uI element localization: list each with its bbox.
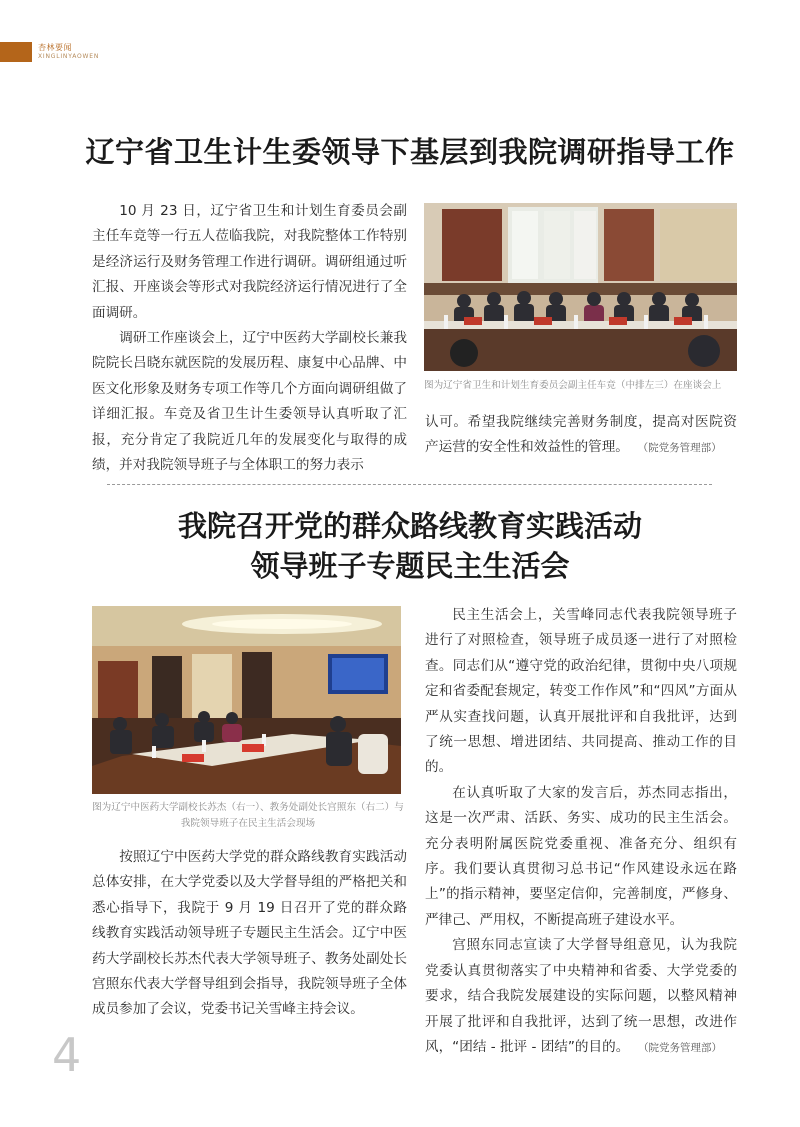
article-divider [107, 484, 712, 485]
section-tab [0, 42, 32, 62]
article1-right-column [425, 410, 737, 462]
article2-photo [92, 606, 401, 794]
article2-department: （院党务管理部） [643, 1041, 723, 1054]
page-number: 4 [52, 1028, 82, 1082]
article1-department: （院党务管理部） [642, 442, 722, 455]
article2-right-column [425, 603, 737, 1061]
article2-title-line2: 领导班子专题民主生活会 [250, 549, 570, 583]
article2-left-column [92, 845, 407, 1023]
article2-photo-caption: 图为辽宁中医药大学副校长苏杰（右一）、教务处副处长宫照东（右二）与我院领导班子在民主生活会现场 [92, 802, 404, 829]
conference-room-photo-image [92, 606, 401, 794]
article1-left-column [92, 199, 407, 478]
article1-tail-text: 认可。希望我院继续完善财务制度，提高对医院资产运营的安全性和效益性的管理。 [425, 414, 737, 456]
section-label-pinyin: XINGLINYAOWEN [38, 53, 100, 60]
article2-right-paragraph-2: 在认真听取了大家的发言后，苏杰同志指出，这是一次严肃、活跃、务实、成功的民主生活会。充分表明附属医院党委重视、准备充分、组织有序。我们要认真贯彻习总书记“作风建设永远在路上”的指示精神，要坚定信仰，完善制度，严修身、严律己、严用权，不断提高班子建设水平。 [425, 784, 737, 928]
article1-paragraph-2: 调研工作座谈会上，辽宁中医药大学副校长兼我院院长吕晓东就医院的发展历程、康复中心品牌、中医文化形象及财务专项工作等几个方面向调研组做了详细汇报。车竞及省卫生计生委领导认真听取了汇报，充分肯定了我院近几年的发展变化与取得的成绩，并对我院领导班子与全体职工的努力表示 [92, 330, 407, 474]
section-label: 杏林要闻 [38, 43, 72, 52]
meeting-photo-image [424, 203, 737, 371]
article1-photo [424, 203, 737, 371]
article1-title: 辽宁省卫生计生委领导下基层到我院调研指导工作 [85, 135, 735, 169]
article1-paragraph-1: 10 月 23 日，辽宁省卫生和计划生育委员会副主任车竞等一行五人莅临我院，对我院整体工作特别是经济运行及财务管理工作进行调研。调研组通过听汇报、开座谈会等形式对我院经济运行情况进行了全面调研。 [92, 203, 407, 321]
article2-title-line1: 我院召开党的群众路线教育实践活动 [177, 509, 642, 543]
article1-photo-caption: 图为辽宁省卫生和计划生育委员会副主任车竞（中排左三）在座谈会上 [424, 380, 722, 391]
article2-right-paragraph-1: 民主生活会上，关雪峰同志代表我院领导班子进行了对照检查，领导班子成员逐一进行了对照检查。同志们从“遵守党的政治纪律，贯彻中央八项规定和省委配套规定，转变工作作风”和“四风”方面从严从实查找问题，认真开展批评和自我批评，达到了统一思想、增进团结、共同提高、推动工作的目的。 [425, 607, 737, 776]
article2-right-paragraph-3: 宫照东同志宣读了大学督导组意见，认为我院党委认真贯彻落实了中央精神和省委、大学党委的要求，结合我院发展建设的实际问题，以整风精神开展了批评和自我批评，达到了统一思想，改进作风，“团结 - 批评 - 团结”的目的。 [425, 937, 737, 1055]
article2-left-paragraph-1: 按照辽宁中医药大学党的群众路线教育实践活动总体安排，在大学党委以及大学督导组的严格把关和悉心指导下，我院于 9 月 19 日召开了党的群众路线教育实践活动领导班子专题民主生活会。辽宁中医药大学副校长苏杰代表大学领导班子、教务处副处长宫照东代表大学督导组到会指导，我院领导班子全体成员参加了会议，党委书记关雪峰主持会议。 [92, 849, 407, 1018]
